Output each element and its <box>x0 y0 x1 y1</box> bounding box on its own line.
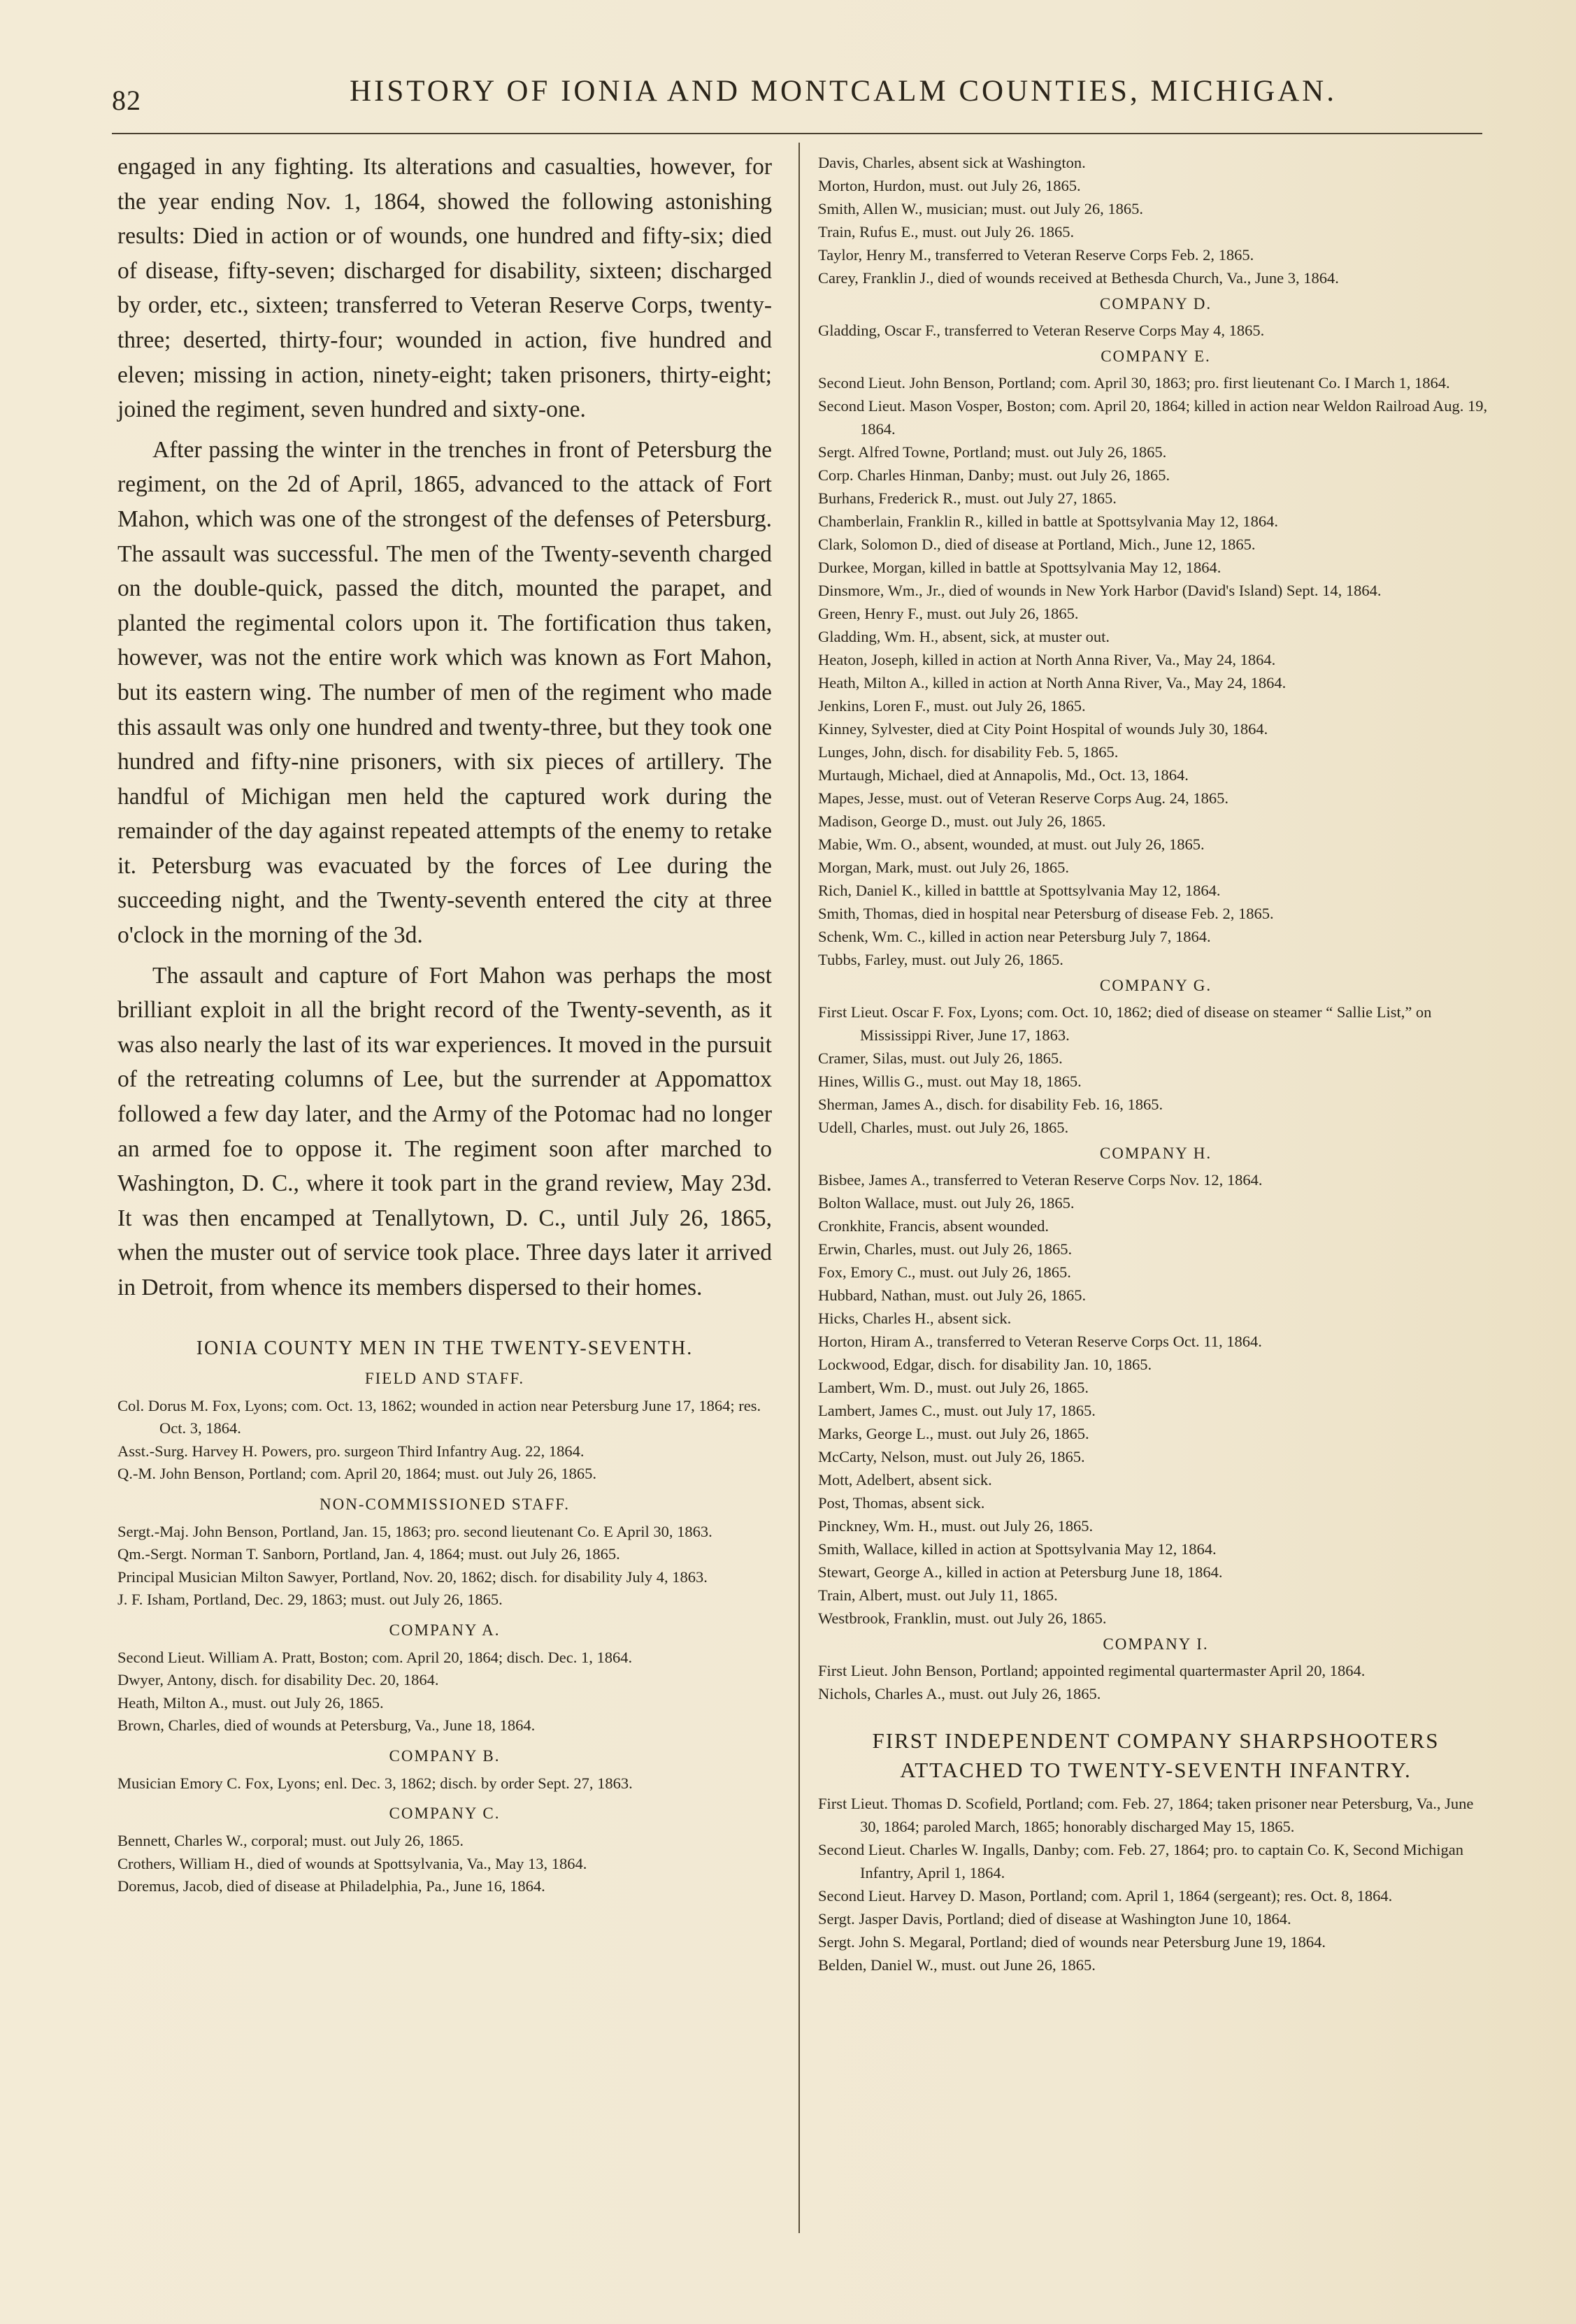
section-heading: COMPANY E. <box>1101 347 1211 365</box>
right-column <box>818 151 1493 1977</box>
roster-entry: Green, Henry F., must. out July 26, 1865. <box>818 605 1079 622</box>
header-rule <box>112 133 1482 134</box>
section-heading: NON-COMMISSIONED STAFF. <box>320 1495 570 1513</box>
roster-entry: Madison, George D., must. out July 26, 1865. <box>818 812 1106 830</box>
roster-entry: Sergt.-Maj. John Benson, Portland, Jan. 15, 1863; pro. second lieutenant Co. E April 30, 1863. <box>117 1522 712 1540</box>
section-heading: COMPANY A. <box>389 1621 501 1639</box>
roster-entry: Fox, Emory C., must. out July 26, 1865. <box>818 1263 1071 1281</box>
roster-entry: Smith, Thomas, died in hospital near Petersburg of disease Feb. 2, 1865. <box>818 905 1274 922</box>
roster-entry: Gladding, Oscar F., transferred to Veteran Reserve Corps May 4, 1865. <box>818 322 1265 339</box>
section-heading: COMPANY C. <box>389 1805 501 1823</box>
roster-entry: Schenk, Wm. C., killed in action near Petersburg July 7, 1864. <box>818 928 1211 945</box>
paragraph: The assault and capture of Fort Mahon was perhaps the most brilliant exploit in all the bright record of the Twenty-seventh, as it was also nearly the last of its war experiences. It moved in the pursuit of the retreating columns of Lee, but the surrender at Appomattox followed a few day later, and the Army of the Potomac had no longer an armed foe to oppose it. The regiment soon after marched to Washington, D. C., where it took part in the grand review, May 23d. It was then encamped at Tenallytown, D. C., until July 26, 1865, when the muster out of service took place. Three days later it arrived in Detroit, from whence its members dispersed to their homes. <box>117 962 772 1300</box>
roster-entry: Pinckney, Wm. H., must. out July 26, 1865. <box>818 1517 1094 1535</box>
roster-entry: Sergt. Jasper Davis, Portland; died of disease at Washington June 10, 1864. <box>818 1910 1291 1928</box>
roster-entry: Heath, Milton A., must. out July 26, 1865. <box>117 1693 384 1712</box>
roster-entry: Horton, Hiram A., transferred to Veteran Reserve Corps Oct. 11, 1864. <box>818 1333 1262 1350</box>
roster-entry: Hines, Willis G., must. out May 18, 1865. <box>818 1073 1082 1090</box>
roster-entry: Cronkhite, Francis, absent wounded. <box>818 1217 1049 1235</box>
roster-entry: Murtaugh, Michael, died at Annapolis, Md., Oct. 13, 1864. <box>818 766 1189 784</box>
section-heading: COMPANY B. <box>389 1746 501 1765</box>
roster-entry: McCarty, Nelson, must. out July 26, 1865. <box>818 1448 1085 1465</box>
roster-entry: Mapes, Jesse, must. out of Veteran Reserve Corps Aug. 24, 1865. <box>818 789 1229 807</box>
roster-entry: Carey, Franklin J., died of wounds received at Bethesda Church, Va., June 3, 1864. <box>818 269 1339 287</box>
roster-entry: Marks, George L., must. out July 26, 1865. <box>818 1425 1089 1442</box>
roster-entry: Heaton, Joseph, killed in action at North Anna River, Va., May 24, 1864. <box>818 651 1276 668</box>
roster-entry: Dwyer, Antony, disch. for disability Dec. 20, 1864. <box>117 1671 439 1689</box>
roster-entry: Second Lieut. Harvey D. Mason, Portland; com. April 1, 1864 (sergeant); res. Oct. 8, 1864. <box>818 1887 1393 1905</box>
section-heading: COMPANY I. <box>1103 1635 1209 1653</box>
roster-entry: Col. Dorus M. Fox, Lyons; com. Oct. 13, 1862; wounded in action near Petersburg June 17, 1864; res. Oct. 3, 1864. <box>117 1396 761 1437</box>
roster-entry: Dinsmore, Wm., Jr., died of wounds in New York Harbor (David's Island) Sept. 14, 1864. <box>818 582 1382 599</box>
roster-entry: Smith, Allen W., musician; must. out July 26, 1865. <box>818 200 1144 217</box>
section-heading: FIELD AND STAFF. <box>364 1369 525 1387</box>
roster-entry: Bisbee, James A., transferred to Veteran Reserve Corps Nov. 12, 1864. <box>818 1171 1263 1189</box>
roster-entry: Stewart, George A., killed in action at Petersburg June 18, 1864. <box>818 1563 1223 1581</box>
roster-entry: Belden, Daniel W., must. out June 26, 1865. <box>818 1956 1096 1974</box>
page-number: 82 <box>112 85 141 116</box>
roster-entry: Bolton Wallace, must. out July 26, 1865. <box>818 1194 1075 1212</box>
roster-entry: Lunges, John, disch. for disability Feb. 5, 1865. <box>818 743 1119 761</box>
roster-entry: Bennett, Charles W., corporal; must. out July 26, 1865. <box>117 1832 464 1850</box>
roster-entry: J. F. Isham, Portland, Dec. 29, 1863; must. out July 26, 1865. <box>117 1591 503 1609</box>
roster-entry: Principal Musician Milton Sawyer, Portland, Nov. 20, 1862; disch. for disability July 4, 1863. <box>117 1568 708 1586</box>
roster-entry: Post, Thomas, absent sick. <box>818 1494 985 1512</box>
roster-entry: Sherman, James A., disch. for disability Feb. 16, 1865. <box>818 1096 1163 1113</box>
roster-entry: Mabie, Wm. O., absent, wounded, at must. out July 26, 1865. <box>818 835 1205 853</box>
roster-entry: Second Lieut. Charles W. Ingalls, Danby; com. Feb. 27, 1864; pro. to captain Co. K, Second Michigan Infantry, April 1, 1864. <box>818 1841 1463 1881</box>
roster-entry: Udell, Charles, must. out July 26, 1865. <box>818 1119 1069 1136</box>
roster-entry: Musician Emory C. Fox, Lyons; enl. Dec. 3, 1862; disch. by order Sept. 27, 1863. <box>117 1774 633 1792</box>
roster-entry: Erwin, Charles, must. out July 26, 1865. <box>818 1240 1073 1258</box>
roster-entry: Chamberlain, Franklin R., killed in battle at Spottsylvania May 12, 1864. <box>818 512 1279 530</box>
roster-entry: Sergt. Alfred Towne, Portland; must. out July 26, 1865. <box>818 443 1167 461</box>
roster-entry: Burhans, Frederick R., must. out July 27, 1865. <box>818 489 1117 507</box>
roster-entry: Mott, Adelbert, absent sick. <box>818 1471 992 1489</box>
roster-entry: First Lieut. Oscar F. Fox, Lyons; com. Oct. 10, 1862; died of disease on steamer “ Sallie List,” on Mississippi River, June 17, 1863. <box>818 1003 1432 1044</box>
roster-entry: Rich, Daniel K., killed in batttle at Spottsylvania May 12, 1864. <box>818 882 1221 899</box>
roster-entry: Tubbs, Farley, must. out July 26, 1865. <box>818 951 1063 968</box>
roster-entry: Nichols, Charles A., must. out July 26, 1865. <box>818 1685 1101 1702</box>
roster-entry: Qm.-Sergt. Norman T. Sanborn, Portland, Jan. 4, 1864; must. out July 26, 1865. <box>117 1545 620 1563</box>
roster-entry: Morgan, Mark, must. out July 26, 1865. <box>818 859 1069 876</box>
roster-entry: Smith, Wallace, killed in action at Spottsylvania May 12, 1864. <box>818 1540 1217 1558</box>
roster-entry: First Lieut. John Benson, Portland; appointed regimental quartermaster April 20, 1864. <box>818 1662 1366 1679</box>
section-heading: COMPANY H. <box>1099 1145 1212 1162</box>
roster-entry: Lambert, James C., must. out July 17, 1865. <box>818 1402 1096 1419</box>
left-column <box>117 150 772 1898</box>
paragraph: engaged in any fighting. Its alterations and casualties, however, for the year ending Nov. 1, 1864, showed the following astonishing results: Died in action or of wounds, one hundred and fifty-six; died of disease, fifty-seven; discharged for disability, sixteen; discharged by order, etc., sixteen; transferred to Veteran Reserve Corps, twenty-three; deserted, thirty-four; wounded in action, five hundred and eleven; missing in action, ninety-eight; taken prisoners, thirty-eight; joined the regiment, seven hundred and sixty-one. <box>117 154 772 423</box>
roster-entry: Second Lieut. John Benson, Portland; com. April 30, 1863; pro. first lieutenant Co. I March 1, 1864. <box>818 374 1450 392</box>
roster-entry: Crothers, William H., died of wounds at Spottsylvania, Va., May 13, 1864. <box>117 1854 587 1872</box>
roster-entry: Hicks, Charles H., absent sick. <box>818 1310 1012 1327</box>
roster-entry: Lambert, Wm. D., must. out July 26, 1865. <box>818 1379 1089 1396</box>
roster-entry: Westbrook, Franklin, must. out July 26, 1865. <box>818 1609 1107 1627</box>
roster-entry: Clark, Solomon D., died of disease at Portland, Mich., June 12, 1865. <box>818 536 1256 553</box>
roster-entry: Lockwood, Edgar, disch. for disability Jan. 10, 1865. <box>818 1356 1152 1373</box>
section-heading: COMPANY G. <box>1099 977 1212 994</box>
roster-entry: Corp. Charles Hinman, Danby; must. out July 26, 1865. <box>818 466 1170 484</box>
paragraph: After passing the winter in the trenches in front of Petersburg the regiment, on the 2d of April, 1865, advanced to the attack of Fort Mahon, which was one of the strongest of the defenses of Petersburg. The assault was successful. The men of the Twenty-seventh charged on the double-quick, passed the ditch, mounted the parapet, and planted the regimental colors upon it. The fortification thus taken, however, was not the entire work which was known as Fort Mahon, but its eastern wing. The number of men of the regiment who made this assault was only one hundred and twenty-three, but they took one hundred and fifty-nine prisoners, with six pieces of artillery. The handful of Michigan men held the captured work during the remainder of the day against repeated attempts of the enemy to retake it. Petersburg was evacuated by the forces of Lee during the succeeding night, and the Twenty-seventh entered the city at three o'clock in the morning of the 3d. <box>117 436 772 949</box>
roster-entry: Cramer, Silas, must. out July 26, 1865. <box>818 1049 1063 1067</box>
roster-entry: Heath, Milton A., killed in action at North Anna River, Va., May 24, 1864. <box>818 674 1287 691</box>
roster-entry: Train, Albert, must. out July 11, 1865. <box>818 1586 1058 1604</box>
roster-entry: Doremus, Jacob, died of disease at Philadelphia, Pa., June 16, 1864. <box>117 1877 545 1895</box>
roster-entry: Second Lieut. William A. Pratt, Boston; com. April 20, 1864; disch. Dec. 1, 1864. <box>117 1648 633 1666</box>
roster-title: IONIA COUNTY MEN IN THE TWENTY-SEVENTH. <box>196 1337 694 1359</box>
roster-entry: Gladding, Wm. H., absent, sick, at muster out. <box>818 628 1110 645</box>
sharpshooters-title: FIRST INDEPENDENT COMPANY SHARPSHOOTERS ATTACHED TO TWENTY-SEVENTH INFANTRY. <box>872 1728 1440 1782</box>
roster-entry: Q.-M. John Benson, Portland; com. April 20, 1864; must. out July 26, 1865. <box>117 1465 597 1483</box>
roster-entry: Asst.-Surg. Harvey H. Powers, pro. surgeon Third Infantry Aug. 22, 1864. <box>117 1442 585 1460</box>
roster-entry: Jenkins, Loren F., must. out July 26, 1865. <box>818 697 1086 715</box>
roster-entry: Durkee, Morgan, killed in battle at Spottsylvania May 12, 1864. <box>818 559 1222 576</box>
roster-entry: Train, Rufus E., must. out July 26. 1865. <box>818 223 1075 241</box>
roster-entry: Hubbard, Nathan, must. out July 26, 1865. <box>818 1286 1087 1304</box>
roster-entry: Sergt. John S. Megaral, Portland; died of wounds near Petersburg June 19, 1864. <box>818 1933 1326 1951</box>
section-heading: COMPANY D. <box>1099 295 1212 313</box>
roster-entry: First Lieut. Thomas D. Scofield, Portland; com. Feb. 27, 1864; taken prisoner near Petersburg, Va., June 30, 1864; paroled March, 1865; honorably discharged May 15, 1865. <box>818 1795 1474 1835</box>
roster-entry: Brown, Charles, died of wounds at Petersburg, Va., June 18, 1864. <box>117 1716 536 1735</box>
running-title: HISTORY OF IONIA AND MONTCALM COUNTIES, MICHIGAN. <box>350 75 1337 108</box>
column-divider <box>798 143 800 2233</box>
page-header <box>112 74 1454 123</box>
roster-entry: Kinney, Sylvester, died at City Point Hospital of wounds July 30, 1864. <box>818 720 1268 738</box>
roster-entry: Second Lieut. Mason Vosper, Boston; com. April 20, 1864; killed in action near Weldon Railroad Aug. 19, 1864. <box>818 397 1488 438</box>
roster-entry: Taylor, Henry M., transferred to Veteran Reserve Corps Feb. 2, 1865. <box>818 246 1254 264</box>
roster-entry: Morton, Hurdon, must. out July 26, 1865. <box>818 177 1081 194</box>
roster-entry: Davis, Charles, absent sick at Washington. <box>818 154 1086 171</box>
